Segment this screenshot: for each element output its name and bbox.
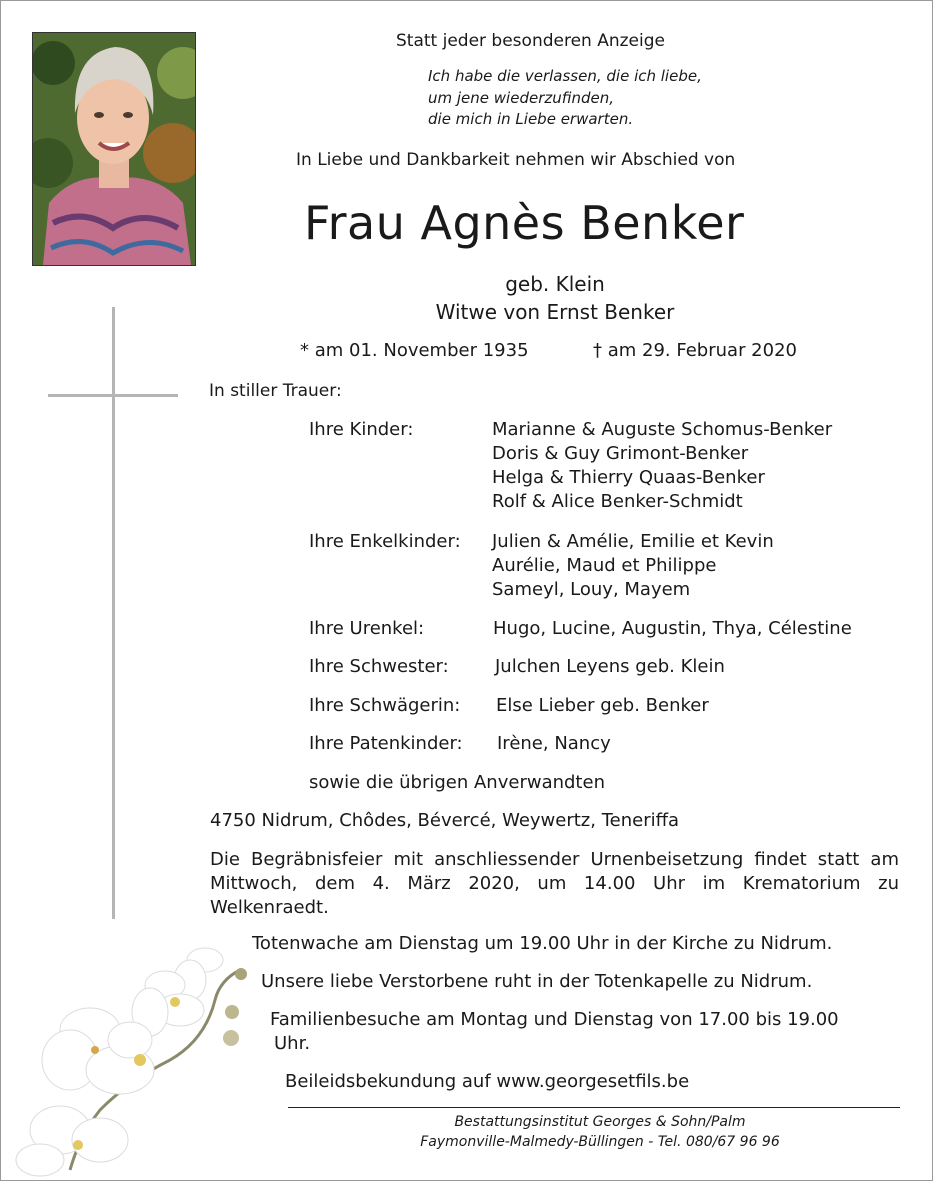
visits-line-1: Familienbesuche am Montag und Dienstag von 17.00 bis 19.00 — [270, 1009, 839, 1030]
children-label: Ihre Kinder: — [309, 419, 414, 440]
intro-text: Statt jeder besonderen Anzeige — [396, 31, 665, 51]
rest-text: Unsere liebe Verstorbene ruht in der Totenkapelle zu Nidrum. — [261, 971, 813, 992]
sister-value: Julchen Leyens geb. Klein — [495, 656, 725, 677]
wake-text: Totenwache am Dienstag um 19.00 Uhr in der Kirche zu Nidrum. — [252, 933, 833, 954]
widow-text: Witwe von Ernst Benker — [435, 300, 675, 324]
portrait-photo — [32, 32, 196, 266]
birth-date: * am 01. November 1935 — [300, 340, 529, 361]
quote-line-2: um jene wiederzufinden, — [428, 89, 614, 107]
other-relatives: sowie die übrigen Anverwandten — [309, 772, 605, 793]
footer-rule — [288, 1107, 900, 1108]
places-text: 4750 Nidrum, Chôdes, Bévercé, Weywertz, Teneriffa — [210, 810, 680, 831]
quote-line-1: Ich habe die verlassen, die ich liebe, — [428, 67, 702, 85]
child-entry: Doris & Guy Grimont-Benker — [492, 443, 749, 464]
grandchild-entry: Aurélie, Maud et Philippe — [492, 555, 717, 576]
condolence-text: Beileidsbekundung auf www.georgesetfils.be — [285, 1071, 690, 1092]
quote-line-3: die mich in Liebe erwarten. — [428, 110, 634, 128]
grandchildren-label: Ihre Enkelkinder: — [309, 531, 461, 552]
orchid-decoration — [0, 940, 280, 1180]
child-entry: Rolf & Alice Benker-Schmidt — [492, 491, 743, 512]
funeral-home-contact: Faymonville-Malmedy-Büllingen - Tel. 080/67 96 96 — [420, 1134, 780, 1150]
great-grandchildren-label: Ihre Urenkel: — [309, 618, 425, 639]
death-date: † am 29. Februar 2020 — [593, 340, 797, 361]
godchildren-label: Ihre Patenkinder: — [309, 733, 463, 754]
cross-vertical — [112, 307, 115, 919]
child-entry: Marianne & Auguste Schomus-Benker — [492, 419, 833, 440]
visits-line-2: Uhr. — [274, 1033, 311, 1054]
portrait-illustration — [33, 33, 195, 265]
sister-label: Ihre Schwester: — [309, 656, 449, 677]
funeral-home-name: Bestattungsinstitut Georges & Sohn/Palm — [454, 1114, 746, 1130]
godchildren-value: Irène, Nancy — [497, 733, 611, 754]
sister-in-law-label: Ihre Schwägerin: — [309, 695, 461, 716]
grandchild-entry: Sameyl, Louy, Mayem — [492, 579, 691, 600]
mourning-intro: In stiller Trauer: — [209, 381, 342, 401]
child-entry: Helga & Thierry Quaas-Benker — [492, 467, 765, 488]
great-grandchildren-value: Hugo, Lucine, Augustin, Thya, Célestine — [493, 618, 852, 639]
grandchild-entry: Julien & Amélie, Emilie et Kevin — [492, 531, 774, 552]
farewell-text: In Liebe und Dankbarkeit nehmen wir Abschied von — [296, 150, 736, 170]
maiden-name: geb. Klein — [505, 272, 605, 296]
sister-in-law-value: Else Lieber geb. Benker — [496, 695, 709, 716]
funeral-text: Die Begräbnisfeier mit anschliessender Urnenbeisetzung findet statt am Mittwoch, dem 4. März 2020, um 14.00 Uhr im Krematorium zu Welkenraedt. — [210, 849, 899, 918]
cross-horizontal — [48, 394, 178, 397]
deceased-name: Frau Agnès Benker — [304, 196, 745, 250]
